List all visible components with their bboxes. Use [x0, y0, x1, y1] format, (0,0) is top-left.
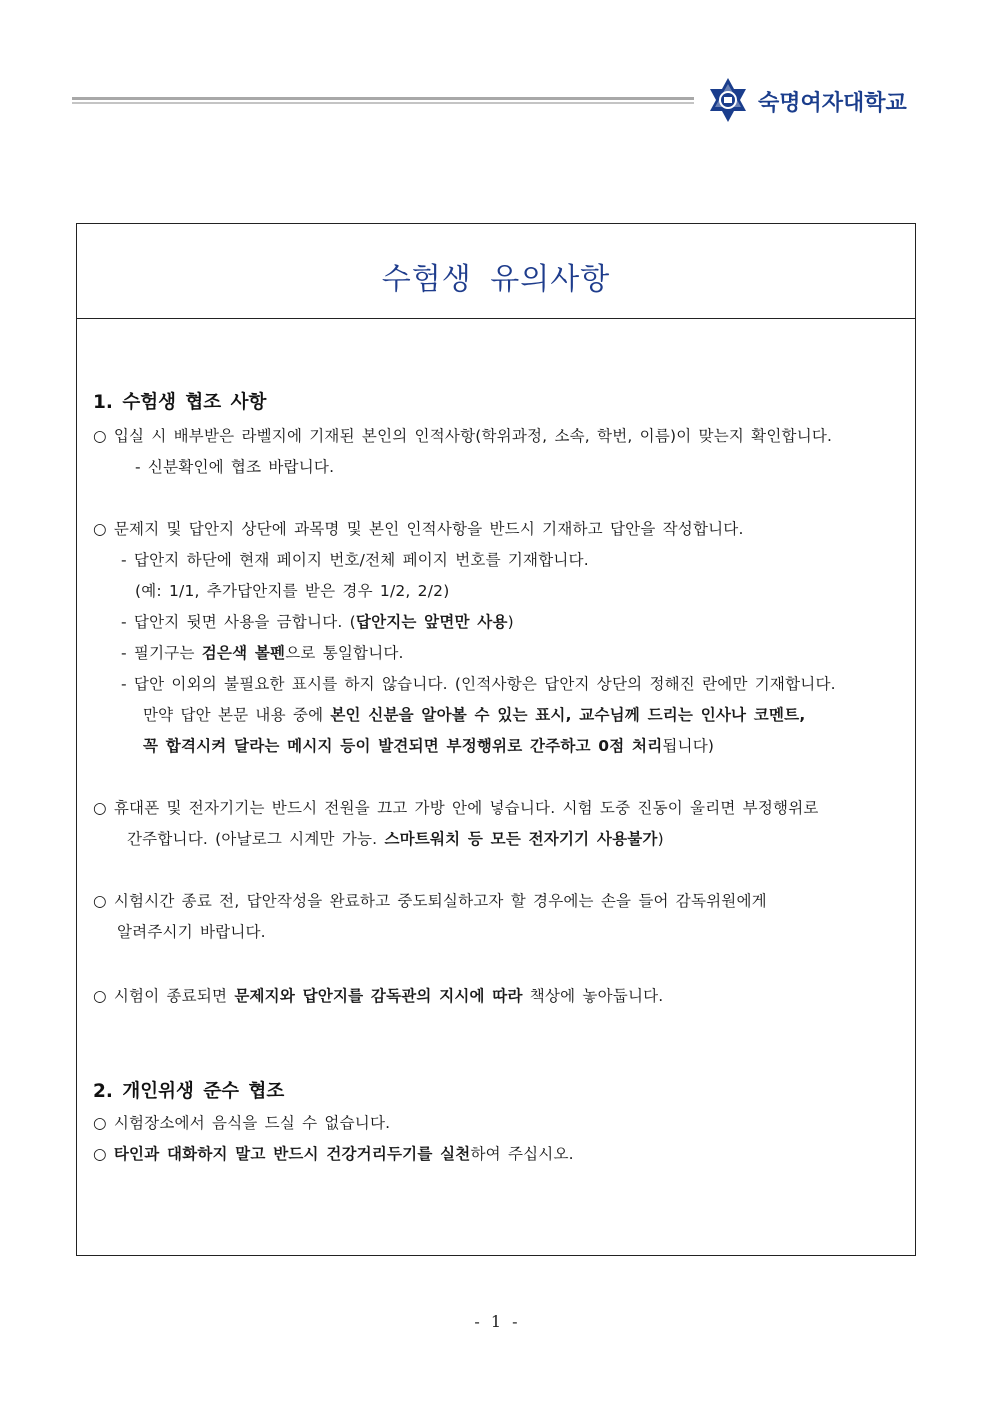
notice-line: 간주합니다. (아날로그 시계만 가능. 스마트워치 등 모든 전자기기 사용불가) [127, 830, 664, 848]
notice-line: - 답안지 하단에 현재 페이지 번호/전체 페이지 번호를 기재합니다. [121, 551, 589, 569]
section-heading-1: 1. 수험생 협조 사항 [93, 392, 267, 413]
notice-line: ○ 시험장소에서 음식을 드실 수 없습니다. [93, 1114, 391, 1132]
notice-line: - 신분확인에 협조 바랍니다. [135, 458, 335, 476]
page-number: - 1 - [474, 1312, 518, 1331]
notice-line: ○ 타인과 대화하지 말고 반드시 건강거리두기를 실천하여 주십시오. [93, 1145, 574, 1163]
notice-line: (예: 1/1, 추가답안지를 받은 경우 1/2, 2/2) [135, 582, 450, 600]
notice-line: - 답안 이외의 불필요한 표시를 하지 않습니다. (인적사항은 답안지 상단의 정해진 란에만 기재합니다. [121, 675, 836, 693]
star-emblem-icon [704, 76, 752, 124]
notice-line: ○ 휴대폰 및 전자기기는 반드시 전원을 끄고 가방 안에 넣습니다. 시험 도중 진동이 울리면 부정행위로 [93, 799, 819, 817]
notice-line: ○ 입실 시 배부받은 라벨지에 기재된 본인의 인적사항(학위과정, 소속, 학번, 이름)이 맞는지 확인합니다. [93, 427, 833, 445]
header-rule [72, 97, 694, 105]
title-row [77, 224, 915, 319]
notice-line: 만약 답안 본문 내용 중에 본인 신분을 알아볼 수 있는 표시, 교수님께 드리는 인사나 코멘트, [143, 706, 806, 724]
university-logo-text: 숙명여자대학교 [758, 91, 907, 116]
notice-line: - 답안지 뒷면 사용을 금합니다. (답안지는 앞면만 사용) [121, 613, 514, 631]
notice-box [76, 223, 916, 1256]
notice-line: ○ 문제지 및 답안지 상단에 과목명 및 본인 인적사항을 반드시 기재하고 답안을 작성합니다. [93, 520, 744, 538]
notice-line: ○ 시험이 종료되면 문제지와 답안지를 감독관의 지시에 따라 책상에 놓아둡니다. [93, 987, 664, 1005]
section-heading-2: 2. 개인위생 준수 협조 [93, 1081, 285, 1102]
notice-line: 알려주시기 바랍니다. [117, 923, 266, 941]
notice-line: - 필기구는 검은색 볼펜으로 통일합니다. [121, 644, 404, 662]
notice-line: 꼭 합격시켜 달라는 메시지 등이 발견되면 부정행위로 간주하고 0점 처리됩니다) [143, 737, 715, 755]
notice-line: ○ 시험시간 종료 전, 답안작성을 완료하고 중도퇴실하고자 할 경우에는 손을 들어 감독위원에게 [93, 892, 767, 910]
page-title: 수험생 유의사항 [381, 262, 611, 297]
